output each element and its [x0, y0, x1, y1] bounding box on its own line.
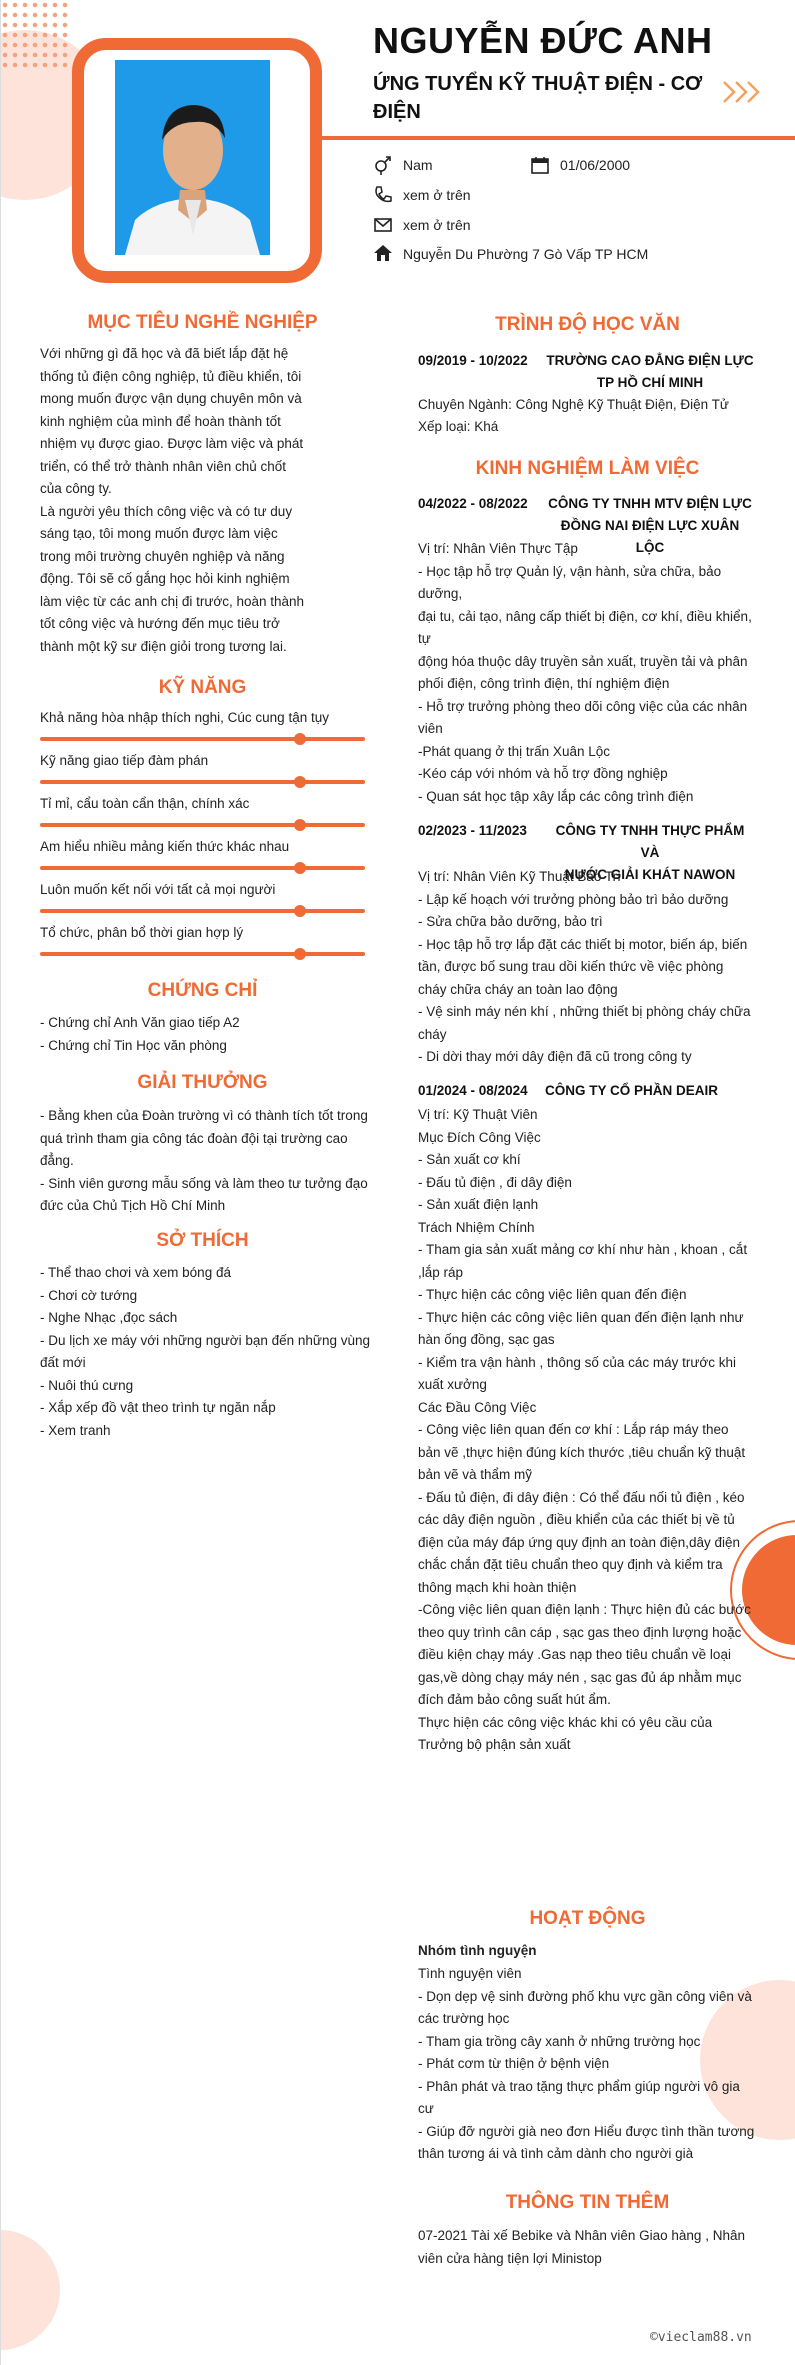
certificates-text: - Chứng chỉ Anh Văn giao tiếp A2 - Chứng chỉ Tin Học văn phòng: [40, 1015, 240, 1053]
candidate-name: NGUYỄN ĐỨC ANH: [373, 20, 713, 61]
deco-dots: [0, 0, 70, 70]
awards-title: GIẢI THƯỞNG: [137, 1072, 268, 1093]
deco-circle-bottom-left: [0, 2230, 60, 2350]
job-company: CÔNG TY CỔ PHẦN DEAIR: [545, 1083, 719, 1098]
skill-bar: [40, 866, 365, 870]
more-info-title: THÔNG TIN THÊM: [505, 2192, 670, 2213]
job-period: 02/2023 - 11/2023: [418, 823, 527, 838]
job-details: Vị trí: Kỹ Thuật Viên Mục Đích Công Việc - Sản xuất cơ khí - Đấu tủ điện , đi dây điện - Sản xuất điện lạnh Trách Nhiệm Chính - Tham gia sản xuất mảng cơ khí như hàn , khoan , cắt ,lắp ráp - Thực hiện các công việc liên quan đến điện - Thực hiện các công việc liên quan đến điện lạnh như hàn ống đồng, sạc gas - Kiểm tra vận hành , thông số của các máy trước khi xuất xưởng Các Đầu Công Việc - Công việc liên quan đến cơ khí : Lắp ráp máy theo bản vẽ ,thực hiện đúng kích thước ,tiêu chuẩn kỹ thuật bản vẽ và thẩm mỹ - Đấu tủ điện, đi dây điện : Có thể đấu nối tủ điện , kéo các dây điện nguồn , điều khiển của các thiết bị về tủ điện của máy đáp ứng quy định an toàn điện,dây điện chắc chắn đặt tiêu chuẩn theo quy định và kiểm tra thông mạch khi hoàn thiện -Công việc liên quan điện lạnh : Thực hiện đủ các bước theo quy trình cân cáp , sạc gas theo định lượng hoặc điều kiện chạy máy .Gas nạp theo tiêu chuẩn về loại gas,về dòng chạy máy nén , sạc gas đủ áp nhằm mục đích đảm bảo công suất hút ẩm. Thực hiện các công việc khác khi có yêu cầu của Trưởng bộ phận sản xuất: [418, 1107, 751, 1752]
skill-label: Luôn muốn kết nối với tất cả mọi người: [40, 882, 276, 897]
email-icon: [373, 215, 393, 235]
gender-icon: [373, 155, 393, 175]
email-value[interactable]: xem ở trên: [403, 217, 471, 233]
experience-title: KINH NGHIỆM LÀM VIỆC: [475, 458, 700, 479]
skill-knob[interactable]: [294, 948, 306, 960]
education-school: TRƯỜNG CAO ĐẲNG ĐIỆN LỰC TP HỒ CHÍ MINH: [546, 353, 754, 390]
skill-knob[interactable]: [294, 776, 306, 788]
address-value: Nguyễn Du Phường 7 Gò Vấp TP HCM: [403, 246, 649, 262]
skill-bar: [40, 823, 365, 827]
left-border: [0, 0, 1, 2365]
skill-label: Tỉ mỉ, cẩu toàn cẩn thận, chính xác: [40, 796, 250, 811]
dob-value: 01/06/2000: [560, 157, 631, 173]
skills-title: KỸ NĂNG: [158, 677, 247, 698]
skill-knob[interactable]: [294, 733, 306, 745]
job-details: Vị trí: Nhân Viên Thực Tập - Học tập hỗ trợ Quản lý, vận hành, sửa chữa, bảo dưỡng, đại tu, cải tạo, nâng cấp thiết bị điện, cơ khí, điều khiển, tự động hóa thuộc dây truyền sản xuất, truyền tải và phân phối điện, công trình điện, thí nghiệm điện - Hỗ trợ trưởng phòng theo dõi công việc của các nhân viên -Phát quang ở thị trấn Xuân Lộc -Kéo cáp với nhóm và hỗ trợ đồng nghiệp - Quan sát học tập xây lắp các công trình điện: [418, 541, 752, 804]
more-info-text: 07-2021 Tài xế Bebike và Nhân viên Giao hàng , Nhân viên cửa hàng tiện lợi Ministop: [418, 2228, 745, 2266]
calendar-icon: [530, 155, 550, 175]
skill-label: Kỹ năng giao tiếp đàm phán: [40, 753, 209, 768]
skill-label: Khả năng hòa nhập thích nghi, Cúc cung tận tụy: [40, 710, 329, 725]
objective-title: MỤC TIÊU NGHỀ NGHIỆP: [87, 312, 318, 333]
phone-value[interactable]: xem ở trên: [403, 187, 471, 203]
activities-title: HOẠT ĐỘNG: [529, 1908, 646, 1929]
skill-bar: [40, 737, 365, 741]
activities-text: Tình nguyện viên - Dọn dẹp vệ sinh đường phố khu vực gần công viên và các trường học - Tham gia trồng cây xanh ở những trường học - Phát cơm từ thiện ở bệnh viện - Phân phát và trao tặng thực phẩm giúp người vô gia cư - Giúp đỡ người già neo đơn Hiểu được tình thần tương thân tương ái và tình cảm dành cho người già: [418, 1966, 755, 2161]
skill-knob[interactable]: [294, 819, 306, 831]
skill-label: Am hiểu nhiều mảng kiến thức khác nhau: [40, 839, 290, 854]
job-details: Vị trí: Nhân Viên Kỹ Thuật Bảo Trì - Lập kế hoạch với trưởng phòng bảo trì bảo dưỡng - Sửa chữa bảo dưỡng, bảo trì - Học tập hỗ trợ lắp đặt các thiết bị motor, biến áp, biến tần, được bố sung trau dồi kiến thức về việc phòng cháy chữa cháy an toàn lao động - Vệ sinh máy nén khí , những thiết bị phòng cháy chữa cháy - Di dời thay mới dây điện đã cũ trong công ty: [418, 869, 751, 1064]
profile-photo: [115, 60, 270, 255]
education-title: TRÌNH ĐỘ HỌC VĂN: [495, 314, 680, 335]
job-company: CÔNG TY TNHH MTV ĐIỆN LỰC ĐỒNG NAI ĐIỆN LỰC XUÂN LỘC: [548, 496, 752, 555]
hobbies-title: SỞ THÍCH: [156, 1230, 249, 1251]
job-period: 04/2022 - 08/2022: [418, 496, 528, 511]
watermark: ©vieclam88.vn: [650, 2330, 752, 2345]
skill-knob[interactable]: [294, 862, 306, 874]
objective-text: Với những gì đã học và đã biết lắp đặt hệ thống tủ điện công nghiệp, tủ điều khiển, tôi mong muốn được vận dụng chuyên môn và kinh nghiệm của mình để hoàn thành tốt nhiệm vụ được giao. Được làm việc và phát triển, có thể trở thành nhân viên chủ chốt của công ty. Là người yêu thích công việc và có tư duy sáng tạo, tôi mong muốn được làm việc trong môi trường chuyên nghiệp và năng động. Tôi sẽ cố gắng học hỏi kinh nghiệm làm việc từ các anh chị đi trước, hoàn thành tốt công việc và hướng đến mục tiêu trở thành một kỹ sư điện giỏi trong tương lai.: [40, 346, 305, 654]
job-period: 01/2024 - 08/2024: [418, 1083, 528, 1098]
applied-position: ỨNG TUYỂN KỸ THUẬT ĐIỆN - CƠ ĐIỆN: [373, 73, 703, 123]
job-company: CÔNG TY TNHH THỰC PHẨM VÀ NƯỚC GIẢI KHÁT NAWON: [555, 823, 745, 882]
education-major: Chuyên Ngành: Công Nghệ Kỹ Thuật Điện, Điện Tử: [418, 397, 729, 412]
skill-bar: [40, 952, 365, 956]
phone-icon: [373, 185, 393, 205]
skill-bar: [40, 780, 365, 784]
skill-knob[interactable]: [294, 905, 306, 917]
certificates-title: CHỨNG CHỈ: [147, 980, 258, 1001]
activities-group: Nhóm tình nguyện: [418, 1943, 537, 1958]
chevrons-icon: [722, 80, 764, 104]
header-divider: [322, 136, 795, 140]
education-grade: Xếp loại: Khá: [418, 419, 499, 434]
skill-bar: [40, 909, 365, 913]
education-period: 09/2019 - 10/2022: [418, 353, 528, 368]
gender-value: Nam: [403, 157, 433, 173]
skill-label: Tổ chức, phân bổ thời gian hợp lý: [40, 925, 244, 940]
hobbies-text: - Thể thao chơi và xem bóng đá - Chơi cờ tướng - Nghe Nhạc ,đọc sách - Du lịch xe máy với những người bạn đến những vùng đất mới - Nuôi thú cưng - Xắp xếp đồ vật theo trình tự ngăn nắp - Xem tranh: [40, 1265, 370, 1438]
home-icon: [373, 243, 393, 263]
awards-text: - Bằng khen của Đoàn trường vì có thành tích tốt trong quá trình tham gia công tác đoàn đội tại trường cao đẳng. - Sinh viên gương mẫu sống và làm theo tư tưởng đạo đức của Chủ Tịch Hồ Chí Minh: [40, 1108, 368, 1213]
